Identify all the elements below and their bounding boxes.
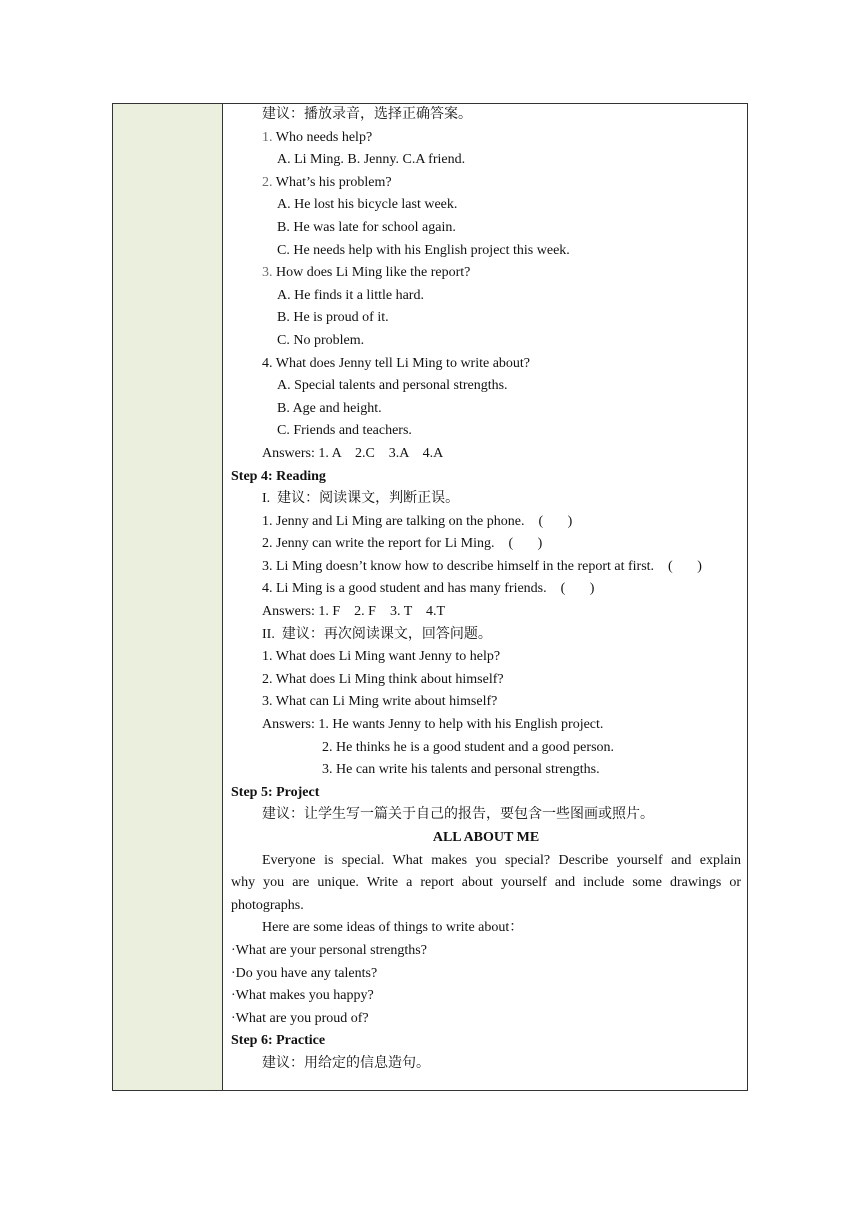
listening-q1-options: A. Li Ming. B. Jenny. C.A friend.: [277, 152, 466, 168]
step4-heading: [231, 466, 741, 489]
listening-question-4: 4. What does Jenny tell Li Ming to write about?: [262, 355, 531, 371]
q1-number: 1.: [262, 129, 273, 145]
step4-heading-b: : Reading: [267, 468, 326, 484]
lesson-table: [112, 103, 748, 1091]
step6-tip: 建议：用给定的信息造句。: [262, 1055, 430, 1071]
step5-idea-2: ·Do you have any talents?: [231, 965, 378, 981]
step5-tip: 建议：让学生写一篇关于自己的报告，要包含一些图画或照片。: [262, 807, 654, 823]
step5-heading: Step 5: Project: [231, 784, 320, 800]
listening-q3-option-b: B. He is proud of it.: [277, 310, 389, 326]
step4-part2-tip: II. 建议：再次阅读课文，回答问题。: [262, 626, 492, 642]
step4-question-1: 1. What does Li Ming want Jenny to help?: [262, 649, 501, 665]
q2-number: 2.: [262, 174, 273, 190]
listening-q4-option-c: C. Friends and teachers.: [277, 423, 412, 439]
step4-heading-a: Step 4: [231, 468, 268, 484]
step4-answers-2-line-3: 3. He can write his talents and personal strengths.: [322, 762, 600, 778]
table-left-column: [113, 104, 223, 1090]
listening-q2-option-c: C. He needs help with his English project this week.: [277, 242, 570, 258]
q3-text: How does Li Ming like the report?: [272, 265, 471, 281]
step4-answers-2-line-2: 2. He thinks he is a good student and a good person.: [322, 739, 615, 755]
step5-idea-1: ·What are your personal strengths?: [231, 942, 427, 958]
listening-question-3: [231, 262, 741, 285]
table-content-cell: [231, 104, 741, 1076]
listening-question-1: [231, 127, 741, 150]
listening-question-2: [231, 172, 741, 195]
step4-statement-2: 2. Jenny can write the report for Li Ming. ( ): [262, 536, 543, 552]
q2-text: What’s his problem?: [272, 174, 392, 190]
listening-tip: 建议：播放录音，选择正确答案。: [262, 107, 472, 122]
step4-statement-1: 1. Jenny and Li Ming are talking on the phone. ( ): [262, 513, 573, 529]
step4-statement-3: 3. Li Ming doesn’t know how to describe himself in the report at first. ( ): [262, 558, 702, 574]
step4-question-3: 3. What can Li Ming write about himself?: [262, 694, 498, 710]
q1-text: Who needs help?: [272, 129, 373, 145]
step5-paragraph-line-1: Everyone is special. What makes you special? Describe yourself and explain: [262, 852, 741, 868]
step5-paragraph-line-3: photographs.: [231, 897, 304, 913]
q3-number: 3.: [262, 265, 273, 281]
listening-q2-option-a: A. He lost his bicycle last week.: [277, 197, 458, 213]
listening-q3-option-c: C. No problem.: [277, 332, 365, 348]
step4-statement-4: 4. Li Ming is a good student and has many friends. ( ): [262, 581, 595, 597]
step4-answers-1: Answers: 1. F 2. F 3. T 4.T: [262, 604, 446, 620]
step5-paragraph-line-2: why you are unique. Write a report about yourself and include some drawings or: [231, 875, 741, 891]
step6-heading: Step 6: Practice: [231, 1033, 326, 1049]
listening-q3-option-a: A. He finds it a little hard.: [277, 287, 424, 303]
step5-idea-3: ·What makes you happy?: [231, 988, 374, 1004]
step5-idea-4: ·What are you proud of?: [231, 1010, 369, 1026]
listening-answers: Answers: 1. A 2.C 3.A 4.A: [262, 445, 444, 461]
listening-q4-option-a: A. Special talents and personal strengths.: [277, 378, 508, 394]
listening-q4-option-b: B. Age and height.: [277, 400, 382, 416]
step4-answers-2-line-1: Answers: 1. He wants Jenny to help with his English project.: [262, 717, 604, 733]
step5-ideas-intro: Here are some ideas of things to write about：: [262, 920, 524, 936]
step4-question-2: 2. What does Li Ming think about himself?: [262, 671, 504, 687]
step4-part1-tip: I. 建议：阅读课文，判断正误。: [262, 491, 460, 507]
step5-report-title: ALL ABOUT ME: [432, 830, 540, 845]
listening-q2-option-b: B. He was late for school again.: [277, 219, 456, 235]
